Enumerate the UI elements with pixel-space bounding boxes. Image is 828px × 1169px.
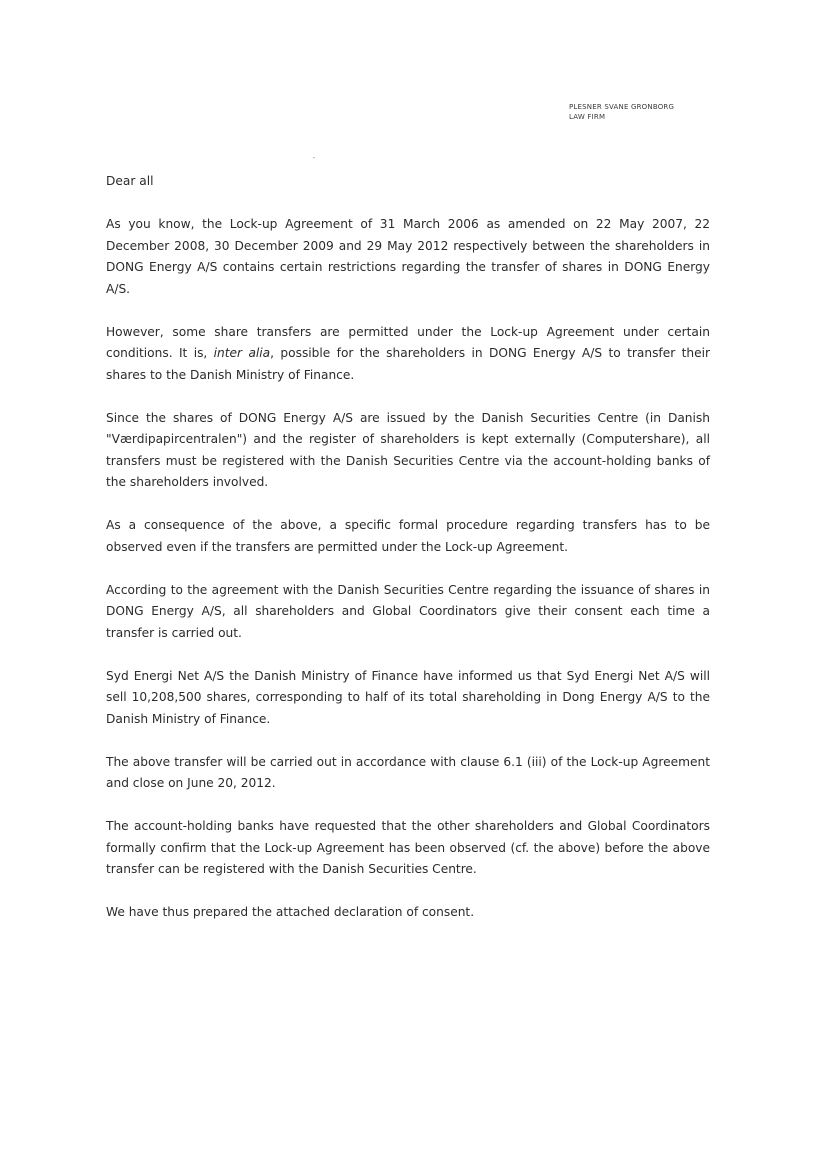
law-firm-subtitle: LAW FIRM bbox=[569, 113, 606, 121]
paragraph-transfer-clause: The above transfer will be carried out in accordance with clause 6.1 (iii) of the Lock-up Agreement and close on June 20, 2012. bbox=[106, 754, 710, 790]
paragraph-lockup-agreement: As you know, the Lock-up Agreement of 31 March 2006 as amended on 22 May 2007, 22 December 2008, 30 December 2009 and 29 May 2012 respectively between the shareholders in DONG Energy A/S contains certain restrictions regarding the transfer of shares in DONG Energy A/S. bbox=[106, 217, 710, 296]
paragraph-share-sale: Syd Energi Net A/S the Danish Ministry of Finance have informed us that Syd Energi Net A/S will sell 10,208,500 shares, corresponding to half of its total shareholding in Dong Energy A/S to the Danish Ministry of Finance. bbox=[106, 668, 710, 726]
letter-body bbox=[106, 171, 710, 945]
paragraph-permitted-transfers bbox=[106, 322, 710, 387]
paragraph-declaration: We have thus prepared the attached declaration of consent. bbox=[106, 905, 475, 919]
salutation: Dear all bbox=[106, 174, 154, 188]
paragraph-permitted-transfers-part1: However, some share transfers are permitted under the Lock-up Agreement under certain conditions. It is, bbox=[106, 324, 710, 360]
scan-speck bbox=[313, 157, 315, 158]
paragraph-agreement-consent: According to the agreement with the Danish Securities Centre regarding the issuance of shares in DONG Energy A/S, all shareholders and Global Coordinators give their consent each time a transfer is carried out. bbox=[106, 582, 710, 640]
paragraph-permitted-transfers-part2: , possible for the shareholders in DONG Energy A/S to transfer their shares to the Danish Ministry of Finance. bbox=[106, 346, 710, 382]
paragraph-permitted-transfers-italic: inter alia bbox=[213, 346, 271, 360]
paragraph-securities-centre: Since the shares of DONG Energy A/S are issued by the Danish Securities Centre (in Danish "Værdipapircentralen") and the register of shareholders is kept externally (Computershare), all transfers must be registered with the Danish Securities Centre via the account-holding banks of the shareholders involved. bbox=[106, 410, 710, 489]
law-firm-name: PLESNER SVANE GRONBORG bbox=[569, 103, 675, 111]
letterhead bbox=[569, 102, 674, 122]
paragraph-bank-request: The account-holding banks have requested that the other shareholders and Global Coordinators formally confirm that the Lock-up Agreement has been observed (cf. the above) before the above transfer can be registered with the Danish Securities Centre. bbox=[106, 819, 710, 876]
paragraph-formal-procedure: As a consequence of the above, a specific formal procedure regarding transfers has to be observed even if the transfers are permitted under the Lock-up Agreement. bbox=[106, 518, 710, 554]
